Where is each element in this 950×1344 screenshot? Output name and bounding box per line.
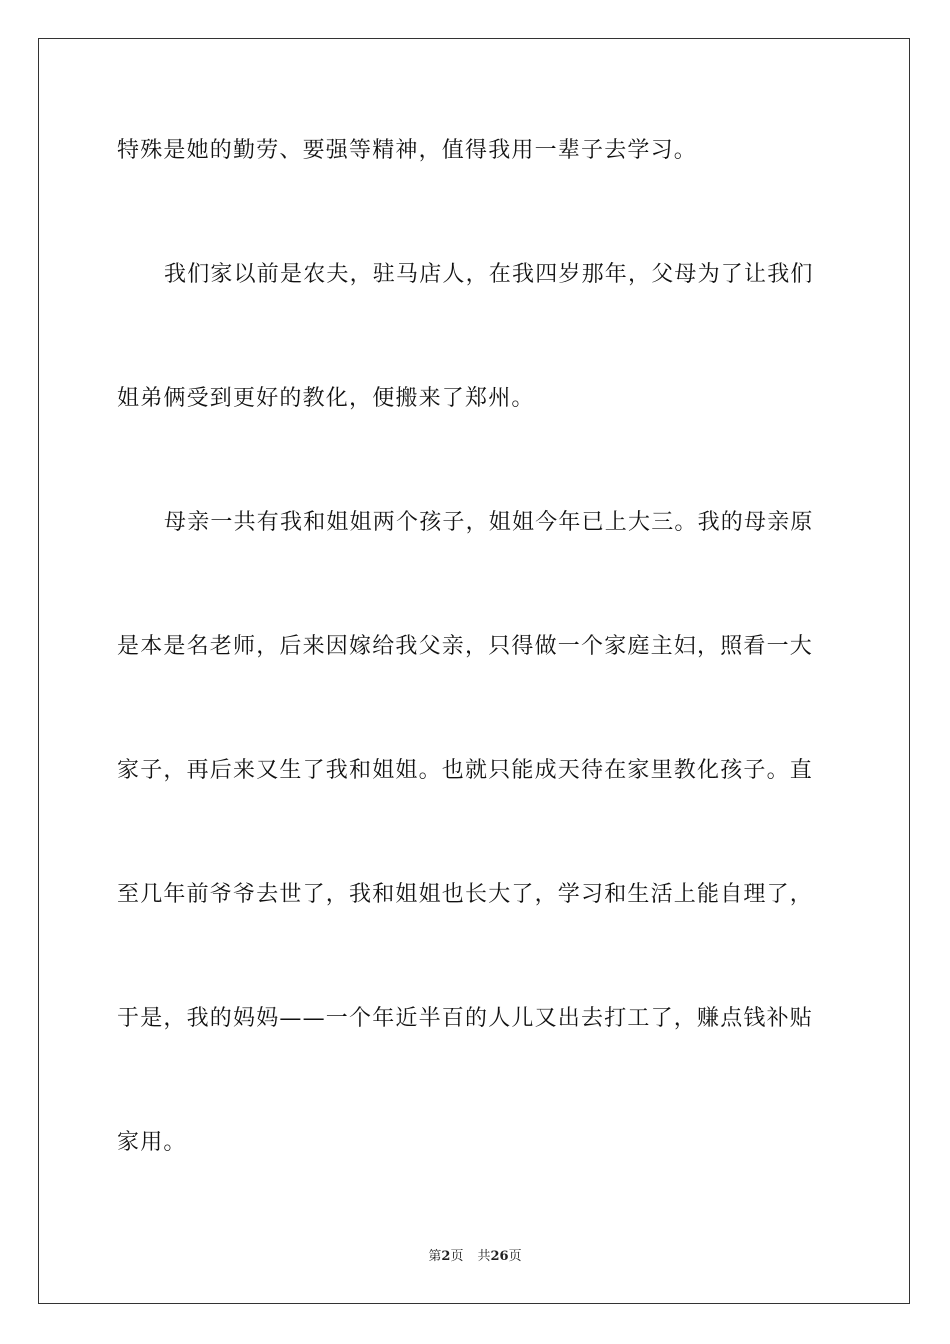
total-pages: 26 [490,1249,509,1264]
paragraph-start-line: 我们家以前是农夫，驻马店人，在我四岁那年，父母为了让我们 [164,262,814,287]
total-suffix: 页 [508,1249,522,1264]
text-line: 家用。 [117,1130,187,1155]
page-prefix: 第 [428,1249,442,1264]
text-line: 至几年前爷爷去世了，我和姐姐也长大了，学习和生活上能自理了， [117,882,814,907]
text-line: 是本是名老师，后来因嫁给我父亲，只得做一个家庭主妇，照看一大 [117,634,814,659]
text-line: 于是，我的妈妈——一个年近半百的人儿又出去打工了，赚点钱补贴 [117,1006,814,1031]
page-number: 2 [441,1249,451,1264]
text-line: 家子，再后来又生了我和姐姐。也就只能成天待在家里教化孩子。直 [117,758,814,783]
total-prefix: 共 [477,1249,491,1264]
text-line: 姐弟俩受到更好的教化，便搬来了郑州。 [117,386,535,411]
page-suffix: 页 [450,1249,464,1264]
paragraph-start-line: 母亲一共有我和姐姐两个孩子，姐姐今年已上大三。我的母亲原 [164,510,814,535]
text-line: 特殊是她的勤劳、要强等精神，值得我用一辈子去学习。 [117,138,698,163]
page-border [38,38,910,1304]
page-footer [0,1248,950,1266]
